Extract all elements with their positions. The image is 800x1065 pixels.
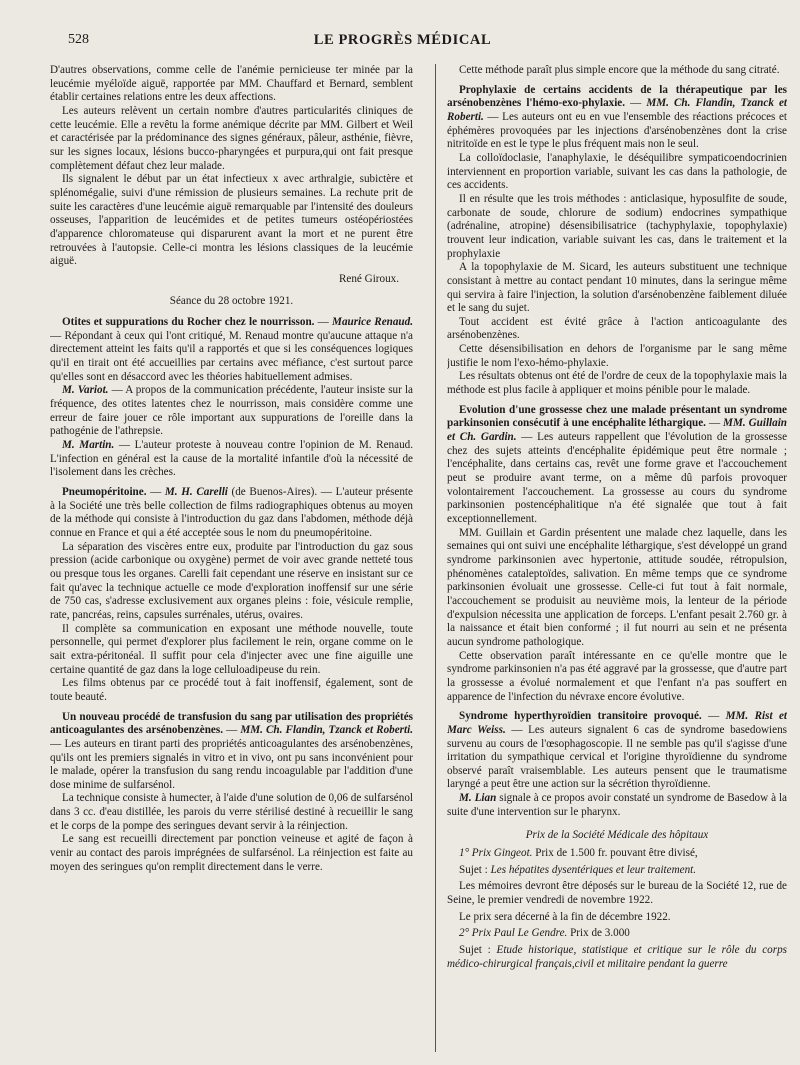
paragraph: Il complète sa communication en exposant une méthode nouvelle, toute personnelle, qui permet d'explorer plus facilement le rein, organe comme on le sait extra-péritonéal. Il suffit pour cela d'injecter avec une fine aiguille une certaine quantité de gaz dans la loge celluloadipeuse du rein. <box>50 622 413 676</box>
prize-text: Prix de 3.000 <box>570 927 630 940</box>
paragraph: Le sang est recueilli directement par ponction veineuse et agité de façon à venir au contact des parois imprégnées de sulfarsénol. La réinjection est faite au moyen des seringues qu'on remplit directement dans le verre. <box>50 833 413 873</box>
prize-name: 1° Prix Gingeot. <box>459 847 533 860</box>
prize-2 <box>447 927 787 941</box>
subject-label: Sujet : <box>459 944 491 957</box>
journal-title: LE PROGRÈS MÉDICAL <box>313 32 492 48</box>
article-lian <box>447 792 787 819</box>
article-title: Evolution d'une grossesse chez une malade présentant un syndrome parkinsonien consécutif à une encéphalite léthargique. <box>447 403 787 430</box>
article-text: Les auteurs ont eu en vue l'ensemble des réactions précoces et éphémères provoquées par les injections d'arsénobenzènes dont la crise nitritoïde en est le type le plus fréquent mais non le seul. <box>447 110 787 151</box>
article-author: M. H. Carelli <box>164 486 228 499</box>
prize-text: Prix de 1.500 fr. pouvant être divisé, <box>535 847 698 860</box>
subject-text: Etude historique, statistique et critique sur le rôle du corps médico-chirurgical français,civil et militaire pendant la guerre <box>447 944 787 970</box>
prize-1 <box>447 847 787 861</box>
article-syndrome: Syndrome hyperthyroïdien transitoire provoqué. — MM. Rist et Marc Weiss. — Les auteurs signalent 6 cas de syndrome basedowiens survenu au cours de l'œsophagoscopie. Il ne semble pas qu'il s'agisse d'une irritation du sympathique cervical et l'origine thyroïdienne du syndrome observé paraît vraisemblable. Les auteurs pensent que le traumatisme laryngé a peut être une action sur la sécrétion thyroïdienne. <box>447 710 787 791</box>
article-author: MM. Rist et Marc Weiss. <box>447 710 787 736</box>
paragraph: La technique consiste à humecter, à l'aide d'une solution de 0,06 de sulfarsénol dans 3 cc. d'eau distillée, les parois du verre stérilisé destiné à recueillir le sang et le corps de la pompe des seringues devant servir à la réinjection. <box>50 792 413 832</box>
article-otites: Otites et suppurations du Rocher chez le nourrisson. — Maurice Renaud. — Répondant à ceux qui l'ont critiqué, M. Renaud montre qu'aucune attaque n'a directement atteint les faits qu'il a rapportés et que si les conséquences logiques qu'il en tirait ont été accueillies par certains avec méfiance, c'est surtout parce qu'elles sont en désaccord avec les théories habituellement admises. <box>50 316 413 383</box>
article-text: Les auteurs rappellent que l'évolution de la grossesse chez des sujets atteints d'encéphalite épidémique peut être normale ; l'encéphalite, dans certains cas, revêt une forme grave et l'accouchement peut se produire avant terme, on a même dû parfois provoquer volontairement l'accouchement. La grossesse au cours du syndrome parkinsonien postencéphalitique n'a été signalée que tout à fait exceptionnellement. <box>447 431 787 525</box>
speaker-text: L'auteur proteste à nouveau contre l'opinion de M. Renaud. L'infection en général est la cause de la mortalité infantile d'où la nécessité de l'isolement dans les crèches. <box>50 439 413 479</box>
article-title: Un nouveau procédé de transfusion du sang par utilisation des propriétés anticoagulantes des arsénobenzènes. <box>50 710 413 737</box>
article-text: Les auteurs signalent 6 cas de syndrome basedowiens survenu au cours de l'œsophagoscopie. Il ne semble pas qu'il s'agisse d'une irritation du sympathique cervical et l'origine thyroïdienne du syndrome observé paraît vraisemblable. Les auteurs pensent que le traumatisme laryngé a peut être une action sur la sécrétion thyroïdienne. <box>447 723 787 791</box>
article-author-origin: (de Buenos-Aires). <box>231 486 318 499</box>
prize-1-subject <box>447 864 787 878</box>
paragraph: Les résultats obtenus ont été de l'ordre de ceux de la topophylaxie mais la méthode est plus facile à appliquer et moins pénible pour le malade. <box>447 370 787 397</box>
subject-text: Les hépatites dysentériques et leur traitement. <box>490 863 697 876</box>
speaker: M. Martin. <box>62 439 115 452</box>
speaker: M. Lian <box>459 792 497 805</box>
left-column <box>50 64 413 1054</box>
article-author: Maurice Renaud. <box>332 316 413 329</box>
article-author: MM. Guillain et Ch. Gardin. <box>447 417 787 444</box>
paragraph: Les auteurs relèvent un certain nombre d'autres particularités cliniques de cette leucémie. Elle a revêtu la forme anémique décrite par MM. Gilbert et Weil et caractérisée par la prédominance des signes généraux, pâleur, asthénie, fièvre, sur les signes locaux, lésions bucco-pharyngées et purpura,qui ont fait presque complètement défaut chez leur malade. <box>50 104 413 172</box>
speaker-text: signale à ce propos avoir constaté un syndrome de Basedow à la suite d'une intervention sur le pharynx. <box>447 792 787 818</box>
prizes-heading: Prix de la Société Médicale des hôpitaux <box>525 829 709 842</box>
paragraph: Il en résulte que les trois méthodes : anticlasique, hyposulfite de soude, carbonate de soude, chlorure de sodium) endocrines sympathique (adrénaline, atropine) désensibilisatrice (tachyphylaxie, topophylaxie) trouvent leur indication, variable suivant les cas, dans le traitement et la prophylaxie <box>447 192 787 260</box>
page-header <box>40 32 765 54</box>
article-variot: M. Variot. — A propos de la communication précédente, l'auteur insiste sur la fréquence, des otites latentes chez le nourrisson, mais considère comme une erreur de faire jouer ce rôle important aux suppurations de l'oreille dans la pathogénie de l'athrepsie. <box>50 384 413 438</box>
article-title: Syndrome hyperthyroïdien transitoire provoqué. <box>459 710 702 723</box>
article-author: MM. Ch. Flandin, Tzanck et Roberti. <box>447 97 787 123</box>
article-text: Les auteurs en tirant parti des propriétés anticoagulantes des arsénobenzènes, qu'ils ont les premiers signalés in vitro et in vivo, ont pu sans inconvénient pour le malade, opérer la transfusion du sang rendu incoagulable par l'addition d'une dose minime de sulfarsénol. <box>50 737 413 791</box>
paragraph: D'autres observations, comme celle de l'anémie pernicieuse ter minée par la leucémie myéloïde aiguë, rapportée par MM. Chauffard et Bernard, semblent établir certaines relations entre les deux affections. <box>50 64 413 104</box>
article-evolution: Evolution d'une grossesse chez une malade présentant un syndrome parkinsonien consécutif à une encéphalite léthargique. — MM. Guillain et Ch. Gardin. — Les auteurs rappellent que l'évolution de la grossesse chez des sujets atteints d'encéphalite épidémique peut être normale ; l'encéphalite, dans certains cas, revêt une forme grave et l'accouchement peut se produire avant terme, on a même dû parfois provoquer volontairement l'accouchement. La grossesse au cours du syndrome parkinsonien postencéphalitique n'a été signalée que tout à fait exceptionnellement. <box>447 403 787 525</box>
paragraph: Tout accident est évité grâce à l'action anticoagulante des arsénobenzènes. <box>447 315 787 342</box>
speaker-text: A propos de la communication précédente, l'auteur insiste sur la fréquence, des otites latentes chez le nourrisson, mais considère comme une erreur de faire jouer ce rôle important aux suppurations de l'oreille dans la pathogénie de l'athrepsie. <box>50 384 413 438</box>
prize-deposit-info: Les mémoires devront être déposés sur le bureau de la Société 12, rue de Seine, le premier vendredi de novembre 1922. <box>447 880 787 907</box>
paragraph: Cette méthode paraît plus simple encore que la méthode du sang citraté. <box>459 64 780 76</box>
paragraph: Les films obtenus par ce procédé tout à fait inoffensif, également, sont de toute beauté. <box>50 677 413 703</box>
paragraph: Ils signalent le début par un état infectieux x avec arthralgie, subictère et splénomégalie, suivi d'une rémission de plusieurs semaines. La rechute prit de suite les caractères d'une leucémie aiguë remarquable par l'intensité des douleurs osseuses, l'apparition de leucémides et de petites tumeurs ostéopériostées d'apparence chloromateuse qui disparurent avant la mort et ne purent être retrouvées à l'autopsie. Celle-ci montra les lésions classiques de la leucémie aiguë. <box>50 173 413 268</box>
article-text: Répondant à ceux qui l'ont critiqué, M. Renaud montre qu'aucune attaque n'a directement atteint les faits qu'il a rapportés et que si les conséquences logiques qu'il en tirait ont été accueillies par certains avec méfiance, c'est surtout parce qu'elles sont en désaccord avec les théories habituellement admises. <box>50 329 413 383</box>
author-signature: René Giroux. <box>338 272 399 285</box>
paragraph: MM. Guillain et Gardin présentent une malade chez laquelle, dans les semaines qui ont suivi une encéphalite léthargique, s'est développé un grand syndrome parkinsonien avec hypertonie, attitude soudée, rétropulsion, phénomènes cataleptoïdes, salivation. En même temps que ce syndrome parkinsonien évoluait une grossesse. Celle-ci fut tout à fait normale, l'accouchement se produisit au neuvième mois, la lenteur de la période d'expulsion nécessita une application de forceps. L'enfant pesait 2.760 gr. à la naissance et était bien conformé ; il fut nourri au sein et ne présenta aucun syndrome pathologique. <box>447 526 787 648</box>
article-martin: M. Martin. — L'auteur proteste à nouveau contre l'opinion de M. Renaud. L'infection en général est la cause de la mortalité infantile d'où la nécessité de l'isolement dans les crèches. <box>50 439 413 479</box>
paragraph: Cette désensibilisation en dehors de l'organisme par le sang même justifie le nom l'exo-hémo-phylaxie. <box>447 343 787 369</box>
paragraph: A la topophylaxie de M. Sicard, les auteurs substituent une technique consistant à mettre au contact pendant 10 minutes, dans la seringue même qui servira à faire l'injection, la solution d'arsénobenzène faiblement diluée et le sang du sujet. <box>447 261 787 315</box>
article-author: MM. Ch. Flandin, Tzanck et Roberti. <box>240 724 413 737</box>
prize-2-subject <box>447 944 787 971</box>
article-title: Prophylaxie de certains accidents de la thérapeutique par les arsénobenzènes l'hémo-exo-phylaxie. <box>447 83 787 110</box>
paragraph: Cette observation paraît intéressante en ce qu'elle montre que le syndrome parkinsonien n'a pas été aggravé par la grossesse, que d'autre part la grossesse a évolué normalement et que l'enfant n'a pas souffert en apparence de l'infection du névraxe encore évolutive. <box>447 649 787 703</box>
right-column <box>447 64 787 1054</box>
article-text: L'auteur présente à la Société une très belle collection de films radiographiques obtenus au moyen de la méthode qui consiste à l'introduction du gaz dans l'abdomen, méthode déjà connue en France et qui a été acceptée sous le nom du pneumopéritoine. <box>50 486 413 539</box>
session-date: Séance du 28 octobre 1921. <box>169 294 294 307</box>
article-pneumoperitoine: Pneumopéritoine. — M. H. Carelli (de Buenos-Aires). — L'auteur présente à la Société une très belle collection de films radiographiques obtenus au moyen de la méthode qui consiste à l'introduction du gaz dans l'abdomen, méthode déjà connue en France et qui a été acceptée sous le nom du pneumopéritoine. <box>50 486 413 539</box>
prize-name: 2° Prix Paul Le Gendre. <box>459 927 568 940</box>
paragraph: La colloïdoclasie, l'anaphylaxie, le déséquilibre sympaticoendocrinien interviennent en proportion variable, suivant les cas dans la pathologie, de ces accidents. <box>447 151 787 192</box>
article-title: Otites et suppurations du Rocher chez le nourrisson. <box>62 316 315 329</box>
page-number: 528 <box>68 32 89 47</box>
prize-award-date: Le prix sera décerné à la fin de décembre 1922. <box>459 910 671 923</box>
column-divider <box>435 64 436 1052</box>
article-prophylaxie: Prophylaxie de certains accidents de la thérapeutique par les arsénobenzènes l'hémo-exo-phylaxie. — MM. Ch. Flandin, Tzanck et Roberti. — Les auteurs ont eu en vue l'ensemble des réactions précoces et éphémères provoquées par les injections d'arsénobenzènes dont la crise nitritoïde en est le type le plus fréquent mais non le seul. <box>447 83 787 151</box>
article-title: Pneumopéritoine. <box>62 486 147 499</box>
speaker: M. Variot. <box>62 384 109 397</box>
article-transfusion: Un nouveau procédé de transfusion du sang par utilisation des propriétés anticoagulantes des arsénobenzènes. — MM. Ch. Flandin, Tzanck et Roberti. — Les auteurs en tirant parti des propriétés anticoagulantes des arsénobenzènes, qu'ils ont les premiers signalés in vitro et in vivo, ont pu sans inconvénient pour le malade, opérer la transfusion du sang rendu incoagulable par l'addition d'une dose minime de sulfarsénol. <box>50 710 413 791</box>
paragraph: La séparation des viscères entre eux, produite par l'introduction du gaz sous pression (acide carbonique ou oxygène) permet de voir avec grande netteté tous ou presque tous les organes. Carelli fait cependant une réserve en insistant sur ce fait qu'avec la technique actuelle ce mode d'exploration inoffensif sur une série de 750 cas, s'adresse exclusivement aux organes pleins : foie, vésicule remplie, rate, pancréas, reins, capsules surrénales, utérus, ovaires. <box>50 540 413 621</box>
subject-label: Sujet : <box>459 863 488 876</box>
